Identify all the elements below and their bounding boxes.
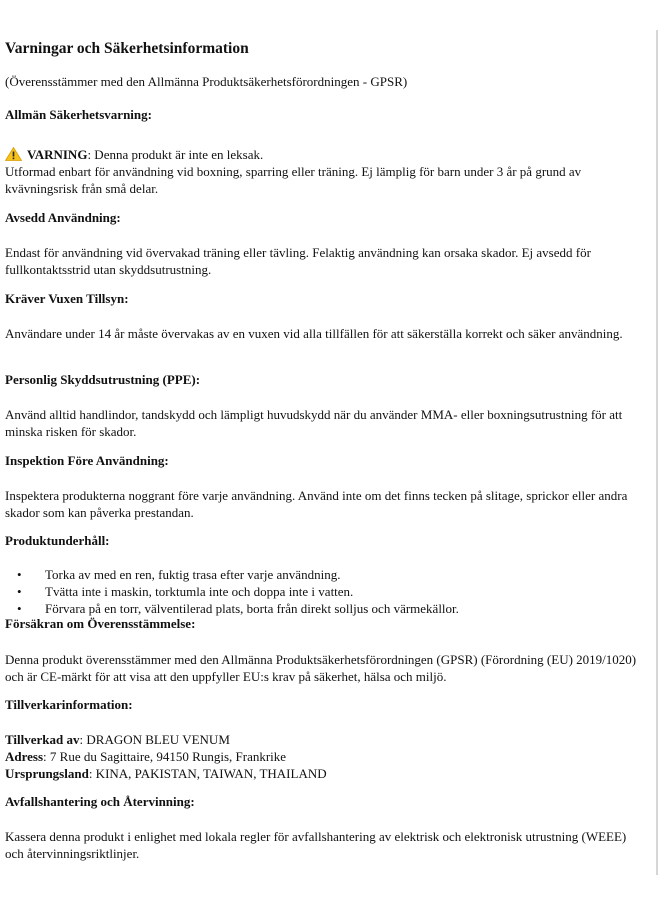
manufacturer-info <box>5 731 647 782</box>
list-item <box>5 583 647 600</box>
heading-supervision: Kräver Vuxen Tillsyn: <box>5 291 129 306</box>
heading-conformity: Försäkran om Överensstämmelse: <box>5 616 196 631</box>
bullet: • <box>17 584 22 599</box>
address-value: : 7 Rue du Sagittaire, 94150 Rungis, Frankrike <box>43 749 287 764</box>
supervision-body: Användare under 14 år måste övervakas av en vuxen vid alla tillfällen för att säkerställa korrekt och säker användning. <box>5 326 623 341</box>
list-item <box>5 566 647 583</box>
scrollbar[interactable] <box>656 30 658 875</box>
made-by-value: : DRAGON BLEU VENUM <box>79 732 230 747</box>
general-warning-block <box>5 146 647 197</box>
origin-label: Ursprungsland <box>5 766 89 781</box>
list-item <box>5 600 647 617</box>
heading-maintenance: Produktunderhåll: <box>5 533 110 548</box>
heading-disposal: Avfallshantering och Återvinning: <box>5 794 195 809</box>
page-title: Varningar och Säkerhetsinformation <box>5 40 249 57</box>
warning-text: : Denna produkt är inte en leksak. <box>87 147 264 162</box>
heading-intended-use: Avsedd Användning: <box>5 210 121 225</box>
heading-ppe: Personlig Skyddsutrustning (PPE): <box>5 372 201 387</box>
bullet: • <box>17 601 22 616</box>
maintenance-list <box>5 566 647 617</box>
list-item-text: Förvara på en torr, välventilerad plats, borta från direkt solljus och värmekällor. <box>45 601 459 616</box>
made-by-line <box>5 731 647 748</box>
inspection-body: Inspektera produkterna noggrant före varje användning. Använd inte om det finns tecken på slitage, sprickor eller andra skador som kan påverka prestandan. <box>5 488 628 520</box>
general-warning-body: Utformad enbart för användning vid boxning, sparring eller träning. Ej lämplig för barn under 3 år på grund av kvävningsrisk från små delar. <box>5 164 582 196</box>
address-line <box>5 748 647 765</box>
heading-general-warning: Allmän Säkerhetsvarning: <box>5 107 152 122</box>
intended-use-body: Endast för användning vid övervakad träning eller tävling. Felaktig användning kan orsaka skador. Ej avsedd för fullkontaktsstrid utan skyddsutrustning. <box>5 245 591 277</box>
disposal-body: Kassera denna produkt i enlighet med lokala regler för avfallshantering av elektrisk och elektronisk utrustning (WEEE) och återvinningsriktlinjer. <box>5 829 627 861</box>
bullet: • <box>17 567 22 582</box>
address-label: Adress <box>5 749 44 764</box>
list-item-text: Tvätta inte i maskin, torktumla inte och doppa inte i vatten. <box>45 584 354 599</box>
heading-manufacturer: Tillverkarinformation: <box>5 697 133 712</box>
ppe-body: Använd alltid handlindor, tandskydd och lämpligt huvudskydd när du använder MMA- eller boxningsutrustning för att minska risken för skador. <box>5 407 623 439</box>
heading-inspection: Inspektion Före Användning: <box>5 453 169 468</box>
warning-label: VARNING <box>27 147 88 162</box>
warning-icon <box>5 147 22 161</box>
conformity-body: Denna produkt överensstämmer med den Allmänna Produktsäkerhetsförordningen (GPSR) (Förordning (EU) 2019/1020) och är CE-märkt för att visa att den uppfyller EU:s krav på säkerhet, hälsa och miljö. <box>5 652 637 684</box>
list-item-text: Torka av med en ren, fuktig trasa efter varje användning. <box>45 567 341 582</box>
warning-line <box>5 146 647 163</box>
made-by-label: Tillverkad av <box>5 732 80 747</box>
origin-line <box>5 765 647 782</box>
origin-value: : KINA, PAKISTAN, TAIWAN, THAILAND <box>88 766 327 781</box>
subtitle: (Överensstämmer med den Allmänna Produktsäkerhetsförordningen - GPSR) <box>5 74 408 89</box>
